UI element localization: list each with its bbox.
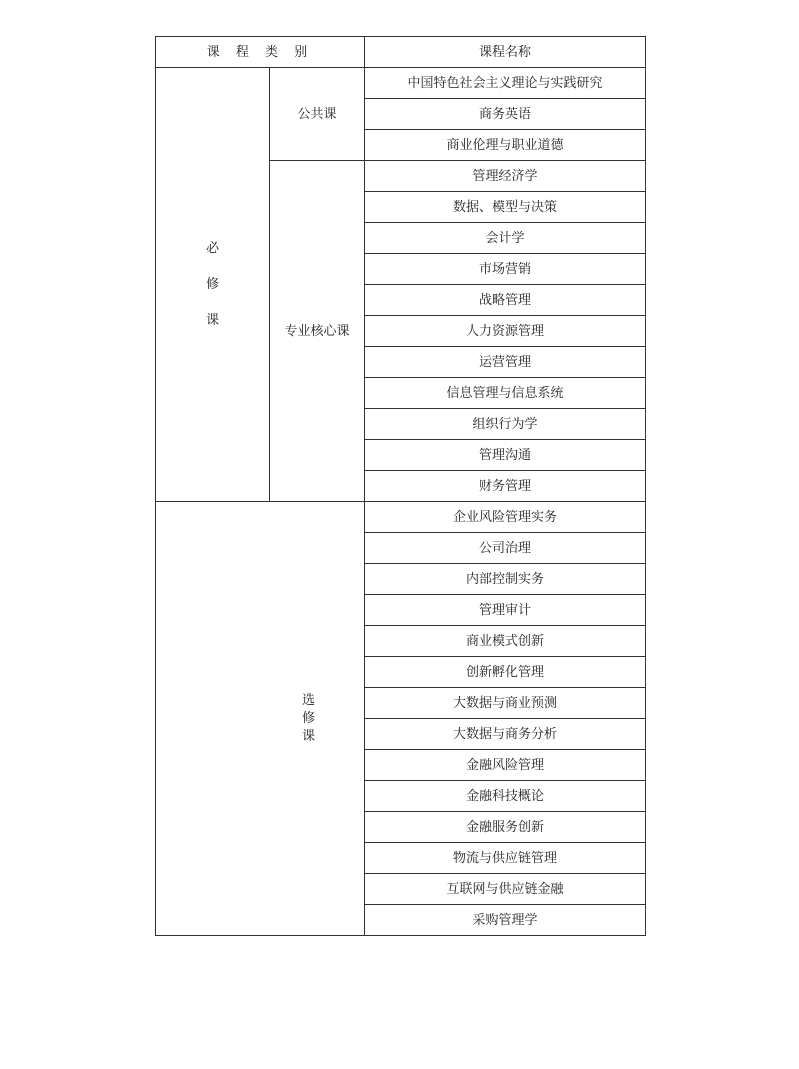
course-name: 会计学: [365, 223, 646, 254]
course-name: 人力资源管理: [365, 316, 646, 347]
course-name: 财务管理: [365, 471, 646, 502]
course-name: 中国特色社会主义理论与实践研究: [365, 68, 646, 99]
course-name: 物流与供应链管理: [365, 843, 646, 874]
header-row: [156, 37, 646, 68]
course-name: 信息管理与信息系统: [365, 378, 646, 409]
course-name: 管理审计: [365, 595, 646, 626]
course-name: 商业伦理与职业道德: [365, 130, 646, 161]
header-category: 课 程 类 别: [156, 37, 365, 68]
course-name: 数据、模型与决策: [365, 192, 646, 223]
elective-category: 选 修 课: [156, 502, 365, 936]
course-name: 企业风险管理实务: [365, 502, 646, 533]
course-name: 管理经济学: [365, 161, 646, 192]
course-name: 商务英语: [365, 99, 646, 130]
course-name: 大数据与商务分析: [365, 719, 646, 750]
course-name: 公司治理: [365, 533, 646, 564]
course-name: 运营管理: [365, 347, 646, 378]
table-row: [156, 502, 646, 533]
course-name: 创新孵化管理: [365, 657, 646, 688]
course-name: 采购管理学: [365, 905, 646, 936]
course-name: 管理沟通: [365, 440, 646, 471]
course-name: 大数据与商业预测: [365, 688, 646, 719]
course-name: 金融科技概论: [365, 781, 646, 812]
course-name: 战略管理: [365, 285, 646, 316]
header-course-name: 课程名称: [365, 37, 646, 68]
core-course-category: 专业核心课: [270, 161, 365, 502]
course-name: 内部控制实务: [365, 564, 646, 595]
course-name: 金融服务创新: [365, 812, 646, 843]
required-category: 必 修 课: [156, 68, 270, 502]
course-name: 组织行为学: [365, 409, 646, 440]
course-table: [155, 36, 646, 936]
course-name: 市场营销: [365, 254, 646, 285]
course-name: 互联网与供应链金融: [365, 874, 646, 905]
public-course-category: 公共课: [270, 68, 365, 161]
table-row: [156, 68, 646, 99]
course-name: 金融风险管理: [365, 750, 646, 781]
course-name: 商业模式创新: [365, 626, 646, 657]
